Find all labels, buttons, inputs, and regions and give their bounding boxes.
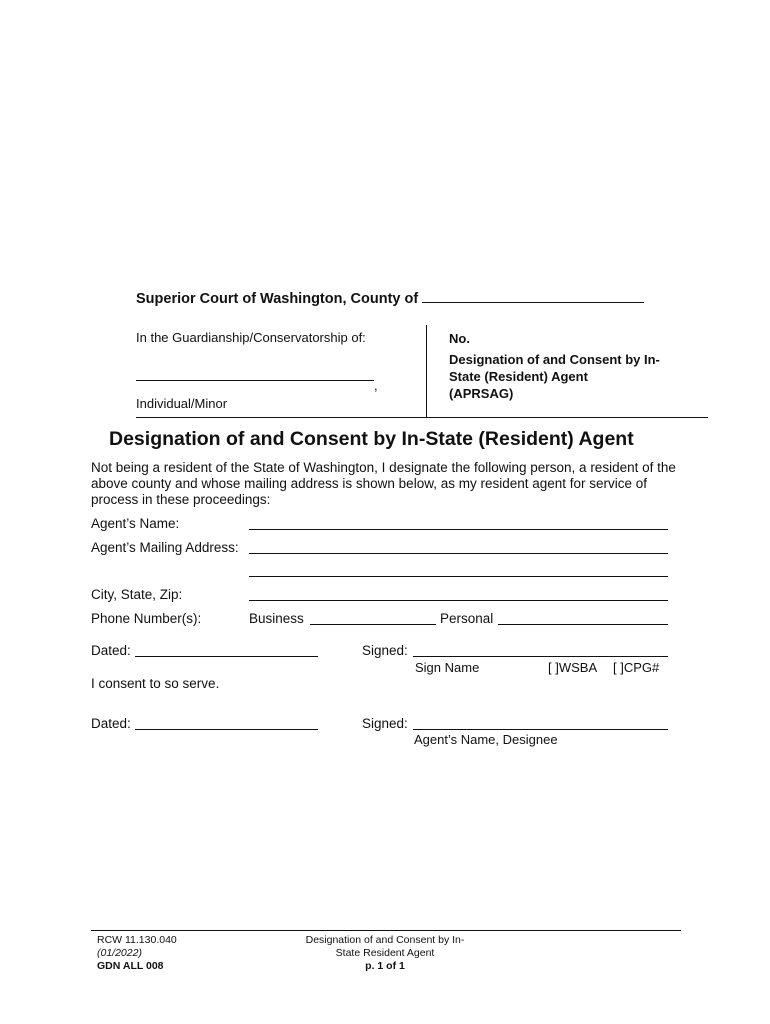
dated-label: Dated:: [91, 643, 131, 658]
wsba-checkbox[interactable]: [ ]WSBA: [548, 660, 598, 675]
agent-dated-field[interactable]: [135, 729, 318, 730]
sign-name-caption: Sign Name: [415, 660, 480, 675]
caption-form-code: (APRSAG): [449, 386, 514, 401]
consent-statement: I consent to so serve.: [91, 676, 220, 691]
individual-name-field[interactable]: [136, 380, 374, 381]
agent-name-label: Agent’s Name:: [91, 516, 180, 531]
footer-title-line1: Designation of and Consent by In-: [305, 934, 465, 946]
individual-minor-label: Individual/Minor: [136, 396, 228, 411]
court-heading: [136, 290, 644, 307]
mailing-address-field-2[interactable]: [249, 576, 668, 577]
business-phone-field[interactable]: [310, 624, 436, 625]
footer-title-line2: State Resident Agent: [335, 947, 435, 959]
intro-paragraph: Not being a resident of the State of Washington, I designate the following person, a resident of the above county and whose mailing address is shown below, as my resident agent for service of process in these proceedings:: [91, 460, 676, 507]
matter-label: In the Guardianship/Conservatorship of:: [136, 330, 366, 345]
caption-divider-vertical: [426, 325, 427, 417]
caption-divider-horizontal: [136, 417, 708, 418]
signature-field[interactable]: [413, 656, 668, 657]
caption-form-title: Designation of and Consent by In-State (Resident) Agent: [449, 352, 660, 384]
phone-numbers-label: Phone Number(s):: [91, 611, 202, 626]
document-title: Designation of and Consent by In-State (Resident) Agent: [109, 428, 634, 450]
personal-phone-field[interactable]: [498, 624, 668, 625]
agent-signature-field[interactable]: [413, 729, 668, 730]
case-number-label: No.: [449, 331, 470, 346]
mailing-address-field[interactable]: [249, 553, 668, 554]
footer-date: (01/2022): [97, 947, 142, 959]
caption-right: [449, 330, 679, 402]
footer-code: GDN ALL 008: [97, 960, 164, 972]
agent-dated-label: Dated:: [91, 716, 131, 731]
agent-signed-label: Signed:: [362, 716, 408, 731]
dated-field[interactable]: [135, 656, 318, 657]
footer-page-number: p. 1 of 1: [365, 960, 405, 972]
footer-center: [290, 934, 480, 973]
footer-divider: [91, 930, 681, 931]
personal-label: Personal: [440, 611, 494, 626]
court-label: Superior Court of Washington, County of: [136, 291, 419, 307]
city-state-zip-field[interactable]: [249, 600, 668, 601]
agent-designee-caption: Agent’s Name, Designee: [414, 732, 558, 747]
county-field[interactable]: [422, 290, 644, 303]
agent-name-field[interactable]: [249, 529, 668, 530]
footer-left: [97, 934, 177, 973]
city-state-zip-label: City, State, Zip:: [91, 587, 183, 602]
business-label: Business: [249, 611, 304, 626]
signed-label: Signed:: [362, 643, 408, 658]
cpg-checkbox[interactable]: [ ]CPG#: [613, 660, 660, 675]
footer-rcw: RCW 11.130.040: [97, 934, 177, 946]
comma: ,: [374, 378, 378, 393]
mailing-address-label: Agent’s Mailing Address:: [91, 540, 239, 555]
